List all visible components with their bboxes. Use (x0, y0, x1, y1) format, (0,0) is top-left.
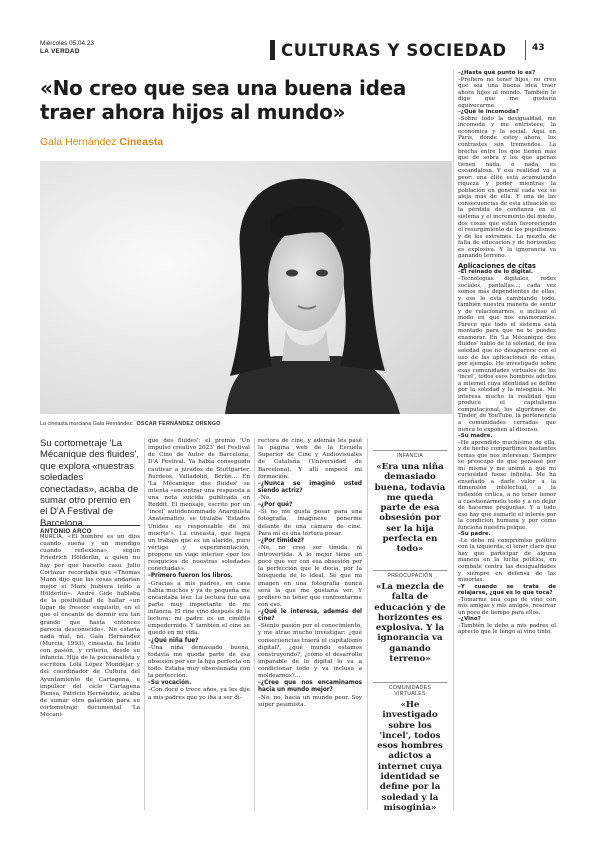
portrait-photo (40, 161, 452, 414)
dateline-city: MURCIA. (40, 534, 64, 540)
pullquote-text: «Era una niña demasiado buena, todavía me queda parte de esa obsesión por ser la hija perfecta en todo» (374, 462, 446, 555)
question: –El reinado de lo digital. (458, 269, 534, 276)
page-number: 43 (532, 43, 545, 53)
question: –Su madre. (458, 433, 493, 440)
question: –¿Por qué? (258, 502, 293, 509)
pullquote-text: «La mezcla de falta de educación y de horizontes es explosiva. Y la ignorancia va ganando terreno» (374, 582, 446, 665)
photo-caption (40, 421, 452, 427)
byline-name: Gala Hernández (40, 136, 117, 148)
column-divider (254, 438, 255, 810)
question: –Su padre. (458, 531, 491, 538)
body-column-3 (258, 438, 362, 709)
answer: –Gracias a mis padres, en casa había muchos y ya de pequeña me encantaba leer. La lectura fue una parte muy importante de mi infancia. El cine vino después de la lectura; mi padre es un cinéfilo empedernido. Y también el cine se quedó en mi vida. (148, 580, 250, 637)
answer: –Una niña demasiado buena, todavía me queda parte de esa obsesión por ser la hija perfecta en todo. Estaba muy obsesionada con la perfección. (148, 644, 250, 680)
question: –Su vocación. (148, 680, 192, 687)
header-rule (270, 40, 275, 60)
question: –Primero fueron los libros. (148, 573, 233, 580)
section-title: CULTURAS Y SOCIEDAD (281, 41, 507, 60)
answer: –Con doce o trece años, ya les dije a mis padres que yo iba a ser di- (148, 687, 250, 701)
photo-caption-text: La cineasta murciana Gala Hernández. (40, 421, 134, 427)
question: –¿Qué le interesa, además del cine? (258, 609, 362, 623)
author-name: ANTONIO ARCO (40, 525, 140, 535)
subheadline: Su cortometraje 'La Mécanique des fluides', que explora «nuestras soledades conectadas», acaba de sumar otro premio en el D'A Festival de Barcelona (40, 438, 139, 529)
answer: –Prefiero no tener hijos, no creo que sea una buena idea traer ahora hijos al mundo. También le digo que me gustaría equivocarme. (458, 76, 556, 109)
answer: –No, no, hacia un mundo peor. Soy súper pesimista. (258, 694, 362, 708)
answer: –Tecnologías digitales, redes sociales, pantallas...; cada vez somos más dependientes de ellas, y eso lo está cambiando todo, también nuestra manera de sentir y de relacionarnos, e incluso el modo en que nos enamoramos. Parece que todo el sistema está montado para que no te puedes enamorar. En 'La Mécanique des fluides' hablo de la soledad, de esa soledad que no desaparece con el uso de las aplicaciones de citas, por ejemplo. He investigado sobre esas comunidades virtuales de los 'incel', todos esos hombres adictos a internet cuya identidad se define por la soledad y la misoginia. Me interesa mucho la realidad que produce el capitalismo computacional, los algoritmos de Tinder, de YouTube, la pertenencia a comunidades cerradas que nunca te exponen al disenso. (458, 275, 556, 433)
header-publication: LA VERDAD (40, 47, 80, 55)
byline (40, 136, 163, 148)
column-divider (367, 438, 368, 810)
pullquote-label: PREOCUPACIÓN (373, 570, 447, 579)
answer: –No, no creo ser tímida, ni introvertida. A lo mejor tiene un poco que ver con esa obsesión por la perfección que le decía, por la búsqueda de lo ideal. Sé que mi imagen en una fotografía nunca será la que me gustaría ver. Y prefiero no tener que confrontarme con eso. (258, 544, 362, 608)
pullquote-virtual-communities (373, 682, 447, 813)
column-divider (144, 438, 145, 810)
question: –¿Vino? (458, 616, 481, 623)
answer: –He aprendido muchísimo de ella, y de hecho compartimos bastantes temas que nos interesan. Siempre se preocupó de que pensase por mí misma y me animó a que mi curiosidad fuese infinita. Me ha enseñado a darle valor a la dimensión intelectual, a la reflexión crítica, a no tener temor a cuestionármelo todo y a no dejar de hacerme preguntas. Y a todo eso hay que sumarle el interés por la condición humana y por cómo funciona nuestra psique. (458, 439, 556, 531)
answer: –No. (258, 495, 271, 501)
photo-credit: OSCAR FERNÁNDEZ ORENGO (136, 421, 221, 427)
question: –¿Por timidez? (258, 537, 305, 544)
pullquote-label: COMUNIDADES VIRTUALES (373, 682, 447, 697)
answer: –Sobre todo la desigualdad, me incomoda y me entristece; la económica y la social. Aquí en París, donde estoy ahora, los contrastes son tremendos. La brecha entre los que tienen más que de sobra y los que apenas tienen nada, o nada, es escandalosa. Y esa realidad va a peor: una élite está acumulando riqueza y poder mientras la población en general cada vez se aleja más de ella. Y una de las consecuencias de esta situación es la pérdida de confianza en el sistema y el incremento del miedo, dos cosas que están favoreciendo el resurgimiento de los populismos y de los extremos. La mezcla de falta de educación y de horizontes es explosiva. Y la ignorancia va ganando terreno. (458, 115, 556, 260)
body-text: rectora de cine, y además les pasé la página web de la Escuela Superior de Cine y Audiovisuales de Cataluña (Universidad de Barcelona). Y allí empecé mi formación. (258, 438, 362, 480)
pullquote-concern (373, 570, 447, 664)
body-column-4 (458, 70, 556, 636)
pullquote-text: «He investigado sobre los 'incel', todos esos hombres adictos a internet cuya identidad se define por la soledad y la misoginia» (377, 700, 443, 813)
pullquote-label: INFANCIA (373, 450, 447, 459)
section-subhead: Aplicaciones de citas (458, 261, 536, 270)
body-text: «El hombre es un dios cuando sueña y un mendigo cuando reflexiona», según Friedrich Hölderlin, a quien no hay por qué hacerle caso. Julio Cortázar recordaba que «Thomas Mann dijo que las cosas andarían mejor si Marx hubiera leído a Hölderlin». André Gide hablaba de la posibilidad de hallar «un lugar de frescor exquisito, en el que el encanto de dormir era tan grande que hasta entonces parecía desconocido». No estaría nada mal, no. Gala Hernández (Murcia, 1993), cineasta, ha leído con pasión, y criterio, desde su infancia. Hija de la psicoanalista y escritora Lola López Mondéjar y del coordinador de Cultura del Ayuntamiento de Cartagena, e impulsor del ciclo Cartagena Piensa, Patricio Hernández, acaba de sumar otro galardón para su cortometraje documental 'La Mécani- (40, 534, 140, 719)
header-date (40, 40, 94, 55)
portrait-illustration (40, 161, 452, 414)
answer: –Le debo mi compromiso político con la izquierda, el tener claro que hay que participar de alguna manera en la lucha política, en combate contra las desigualdades y siempre en defensa de las minorías. (458, 537, 556, 584)
question: –¿Hasta qué punto lo es? (458, 70, 536, 76)
answer: –También le debo a mis padres el aprecio que le tengo al vino tinto. (458, 622, 556, 636)
question: –¿Qué niña fue? (148, 637, 199, 644)
answer: –Tomarme una copa de vino con mis amigas y mis amigos, reservar un poco de tiempo para ellos. (458, 596, 556, 616)
question: –¿Cree que nos encaminamos hacia un mundo mejor? (258, 680, 362, 694)
byline-role: Cineasta (119, 136, 164, 148)
body-column-2 (148, 438, 250, 702)
column-divider (453, 70, 454, 810)
body-text: que des fluides': el premio 'Un impulso creativo 2023' del Festival de Cine de Autor de Barcelona, D'A Festival. Ya había conseguido cautivar a jurados de Stuttgarter, Burdeos, Valladolid, Berlín... En 'La Mécanique des fluides' se intenta «encontrar una respuesta a una nota suicida publicada en Reddit. El mensaje, escrito por un 'incel' autodenominado Anarquista Anatemático, se titulaba 'Estados Unidos es responsable de mi muerte'». La cineasta, que logra un trabajo que es un alarido, puro vértigo y experimentación, propone un viaje interior «por los resquicios de nuestras soledades conectadas». (148, 438, 250, 573)
question: –Y cuando se trata de relajarse, ¿qué es lo que toca? (458, 583, 556, 597)
question: –¿Qué le incomoda? (458, 109, 519, 116)
header-day-date: Miércoles 05.04.23 (40, 40, 94, 47)
answer: –Siento pasión por el conocimiento, y me atrae mucho investigar: ¿qué consecuencias traerá el capitalismo digital?, ¿qué mundo estamos construyendo?, ¿cómo el desarrollo imparable de lo digital lo va a condicionar todo y va incluso a moldearnos?... (258, 623, 362, 680)
headline: «No creo que sea una buena idea traer ahora hijos al mundo» (40, 76, 407, 124)
header-separator (525, 40, 526, 60)
answer: –Si no me gusta posar para una fotografía, imagínese ponerme delante de una cámara de cine. Para mí es una tortura posar. (258, 509, 362, 537)
pullquote-childhood (373, 450, 447, 555)
body-column-1 (40, 534, 140, 719)
question: –¿Nunca se imaginó usted siendo actriz? (258, 480, 362, 494)
